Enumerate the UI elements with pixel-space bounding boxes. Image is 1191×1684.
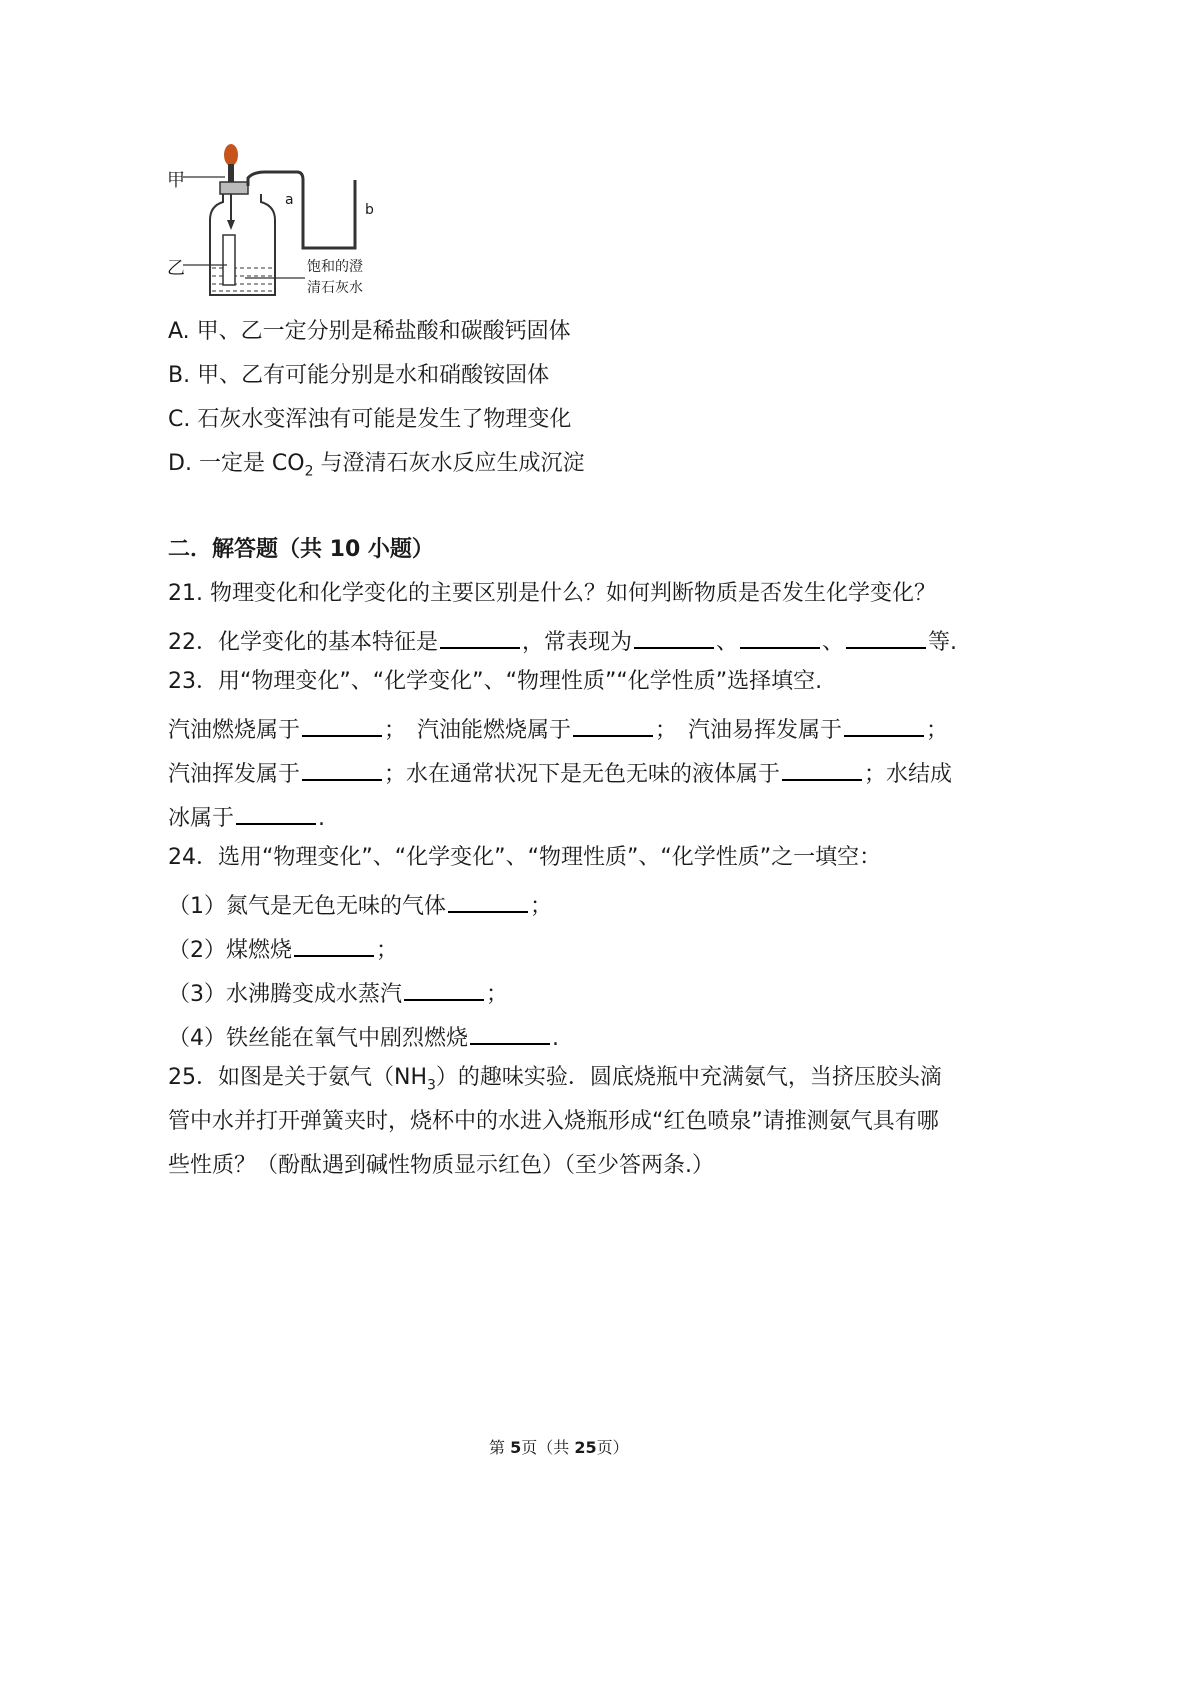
answer-blank[interactable] [294, 931, 374, 957]
answer-blank[interactable] [573, 711, 653, 737]
question-text: （1）氮气是无色无味的气体 [168, 894, 446, 919]
label-liquid-line2: 清石灰水 [307, 280, 363, 296]
question-24-item [168, 975, 508, 1010]
dropper-neck [228, 164, 234, 182]
option-c [168, 405, 571, 435]
question-text: 25．如图是关于氨气（NH [168, 1065, 427, 1090]
dropper-bulb [224, 144, 238, 166]
question-text: . [552, 1026, 559, 1051]
option-letter: A. [168, 319, 190, 344]
question-text: 22．化学变化的基本特征是 [168, 630, 438, 655]
question-24-item [168, 1019, 559, 1054]
question-25-line1 [168, 1063, 942, 1093]
answer-blank[interactable] [740, 623, 820, 649]
question-text: ； [486, 982, 509, 1007]
question-text: . [318, 806, 326, 831]
question-text: ； [926, 718, 949, 743]
answer-blank[interactable] [302, 711, 382, 737]
question-text: （4）铁丝能在氧气中剧烈燃烧 [168, 1026, 468, 1051]
subscript: 3 [427, 1077, 436, 1094]
current-page-number: 5 [510, 1438, 522, 1457]
question-25-line2: 管中水并打开弹簧夹时，烧杯中的水进入烧瓶形成“红色喷泉”请推测氨气具有哪 [168, 1109, 939, 1134]
question-text: ； [376, 938, 399, 963]
answer-blank[interactable] [846, 623, 926, 649]
separator: 、 [716, 630, 739, 655]
question-22 [168, 623, 957, 658]
apparatus-figure [165, 140, 385, 305]
option-d [168, 449, 585, 479]
answer-blank[interactable] [844, 711, 924, 737]
option-letter: B. [168, 363, 191, 388]
question-23-line3 [168, 799, 325, 834]
answer-blank[interactable] [404, 975, 484, 1001]
answer-blank[interactable] [782, 755, 862, 781]
question-24-stem: 24．选用“物理变化”、“化学变化”、“物理性质”、“化学性质”之一填空： [168, 845, 882, 870]
delivery-tube [248, 172, 355, 248]
separator: 、 [822, 630, 845, 655]
question-text: 汽油挥发属于 [168, 762, 301, 787]
question-25-line3: 些性质？（酚酞遇到碱性物质显示红色）（至少答两条.） [168, 1153, 714, 1178]
option-a [168, 317, 571, 347]
page-footer [489, 1437, 629, 1459]
question-text: 等. [928, 630, 958, 655]
subscript: 2 [304, 463, 314, 480]
question-text: ； 汽油能燃烧属于 [384, 718, 572, 743]
question-text: （3）水沸腾变成水蒸汽 [168, 982, 402, 1007]
question-text: ； [530, 894, 553, 919]
question-23-line1 [168, 711, 948, 746]
section-title: 二．解答题（共 10 小题） [168, 537, 434, 562]
question-text: ；水结成 [864, 762, 953, 787]
option-letter: D. [168, 451, 192, 476]
label-liquid-line1: 饱和的澄 [307, 259, 363, 275]
option-text: 甲、乙有可能分别是水和硝酸铵固体 [197, 363, 550, 388]
question-23-line2 [168, 755, 952, 790]
question-text: 冰属于 [168, 806, 235, 831]
stopper [220, 182, 248, 194]
question-21: 21. 物理变化和化学变化的主要区别是什么？如何判断物质是否发生化学变化？ [168, 581, 936, 606]
footer-text: 第 [489, 1438, 511, 1457]
answer-blank[interactable] [470, 1019, 550, 1045]
question-24-item [168, 931, 398, 966]
answer-blank[interactable] [302, 755, 382, 781]
question-text: ）的趣味实验．圆底烧瓶中充满氨气，当挤压胶头滴 [435, 1065, 942, 1090]
question-text: 汽油燃烧属于 [168, 718, 301, 743]
question-23-stem: 23．用“物理变化”、“化学变化”、“物理性质”“化学性质”选择填空. [168, 669, 823, 694]
option-b [168, 361, 549, 391]
label-a: a [285, 192, 294, 208]
option-text: 与澄清石灰水反应生成沉淀 [313, 451, 585, 476]
option-letter: C. [168, 407, 191, 432]
question-text: ；水在通常状况下是无色无味的液体属于 [384, 762, 781, 787]
option-text: 一定是 CO [198, 451, 305, 476]
label-jia: 甲 [167, 170, 185, 191]
test-tube [223, 235, 235, 285]
label-b: b [365, 202, 374, 218]
option-text: 石灰水变浑浊有可能是发生了物理变化 [197, 407, 572, 432]
answer-blank[interactable] [236, 799, 316, 825]
bottle [210, 194, 275, 295]
option-text: 甲、乙一定分别是稀盐酸和碳酸钙固体 [196, 319, 571, 344]
answer-blank[interactable] [448, 887, 528, 913]
label-yi: 乙 [167, 258, 185, 279]
answer-blank[interactable] [634, 623, 714, 649]
dropper-tip [227, 220, 235, 230]
question-text: （2）煤燃烧 [168, 938, 292, 963]
footer-text: 页） [596, 1438, 629, 1457]
answer-blank[interactable] [440, 623, 520, 649]
question-24-item [168, 887, 552, 922]
total-pages-number: 25 [574, 1438, 597, 1457]
question-text: ，常表现为 [522, 630, 633, 655]
question-text: ； 汽油易挥发属于 [655, 718, 843, 743]
footer-text: 页（共 [521, 1438, 575, 1457]
